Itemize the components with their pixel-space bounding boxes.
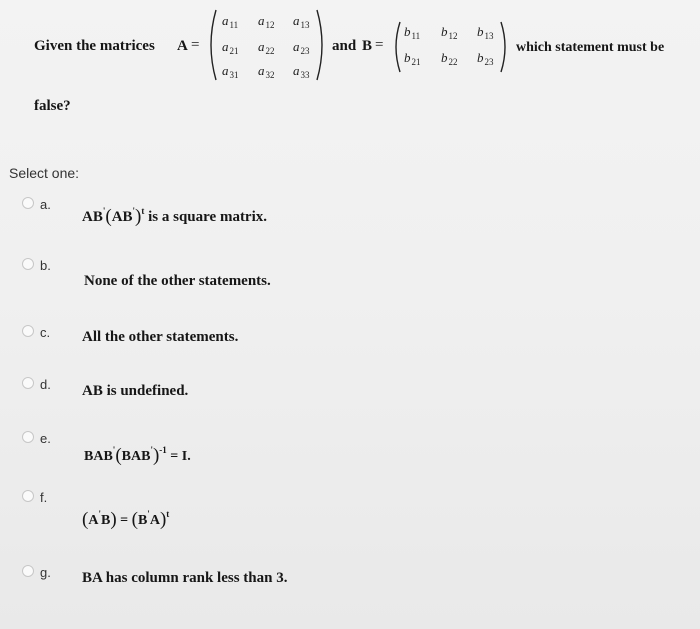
question-prefix: Given the matrices [34,38,155,54]
option-f-letter: f. [40,490,48,505]
option-f-text[interactable]: $(A'B) = (B'A)^t$ [82,509,170,530]
option-a-letter: a. [40,197,51,212]
option-c-radio[interactable] [22,325,34,337]
question-continuation: false? [34,98,71,114]
option-e-text[interactable]: $BAB'(BAB')^{-1} = I$. [84,445,191,466]
matrix-b-left-paren [389,20,403,74]
matrix-b-equals: = [375,37,384,53]
option-d-text[interactable]: AB is undefined. [82,383,189,399]
matrix-a-entry: $a_{23}$ [293,39,310,56]
option-e-letter: e. [40,431,51,446]
option-c-letter: c. [40,325,51,340]
option-c-text[interactable]: All the other statements. [82,329,239,345]
matrix-a-right-paren [314,8,330,82]
matrix-b-entry: $b_{21}$ [404,50,421,67]
question-suffix: which statement must be [516,40,665,55]
option-e-radio[interactable] [22,431,34,443]
option-g-radio[interactable] [22,565,34,577]
matrix-a-entry: $a_{11}$ [222,13,239,30]
option-b-text[interactable]: None of the other statements. [84,273,271,289]
matrix-b-right-paren [498,20,512,74]
matrix-b-entry: $b_{12}$ [441,24,458,41]
option-a-radio[interactable] [22,197,34,209]
option-f-radio[interactable] [22,490,34,502]
option-d-radio[interactable] [22,377,34,389]
matrix-a-entry: $a_{32}$ [258,63,275,80]
select-one-label: Select one: [9,165,80,181]
matrix-a-entry: $a_{31}$ [222,63,239,80]
option-b-letter: b. [40,258,51,273]
matrix-a-entry: $a_{12}$ [258,13,275,30]
matrix-a-left-paren [203,8,219,82]
option-g-text[interactable]: BA has column rank less than 3. [82,570,288,586]
matrix-b-entry: $b_{11}$ [404,24,421,41]
matrix-a-entry: $a_{33}$ [293,63,310,80]
option-g-letter: g. [40,565,51,580]
matrix-a-entry: $a_{22}$ [258,39,275,56]
option-a-text[interactable]: $AB'(AB')^t$ is a square matrix. [82,206,268,227]
matrix-a-label: A [177,38,188,54]
matrix-b-entry: $b_{23}$ [477,50,494,67]
option-b-radio[interactable] [22,258,34,270]
matrix-b-entry: $b_{22}$ [441,50,458,67]
matrix-a-entry: $a_{21}$ [222,39,239,56]
matrix-a-equals: = [191,37,200,53]
option-d-letter: d. [40,377,51,392]
matrix-b-label: B [362,38,373,54]
matrix-b-entry: $b_{13}$ [477,24,494,41]
and-text: and [332,38,357,54]
matrix-a-entry: $a_{13}$ [293,13,310,30]
